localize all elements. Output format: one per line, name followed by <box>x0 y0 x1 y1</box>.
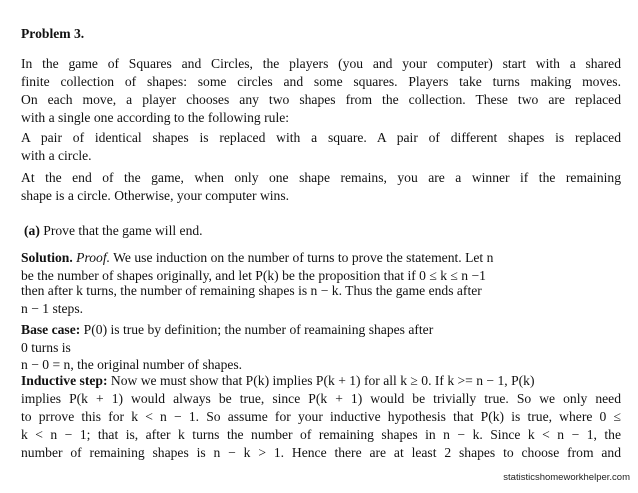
part-a <box>24 223 203 239</box>
inductive-line-2: implies P(k + 1) would always be true, since P(k + 1) would be trivially true. So we only need <box>21 391 621 406</box>
rule-line-1: A pair of identical shapes is replaced with a square. A pair of different shapes is replaced <box>21 130 621 145</box>
intro-line-1: In the game of Squares and Circles, the players (you and your computer) start with a shared <box>21 56 621 71</box>
base-case-line-2: 0 turns is <box>21 340 71 355</box>
end-line-2: shape is a circle. Otherwise, your computer wins. <box>21 188 290 203</box>
solution-line-3: then after k turns, the number of remaining shapes is n − k. Thus the game ends after <box>21 283 482 298</box>
inductive-label: Inductive step: <box>21 373 108 388</box>
solution-line-1 <box>21 250 493 266</box>
solution-line-2: be the number of shapes originally, and let P(k) be the proposition that if 0 ≤ k ≤ n −1 <box>21 268 486 283</box>
base-case-text-1: P(0) is true by definition; the number of reamaining shapes after <box>80 322 434 337</box>
base-case-label: Base case: <box>21 322 81 337</box>
part-a-text: Prove that the game will end. <box>39 223 203 238</box>
footer-site: statisticshomeworkhelper.com <box>503 472 630 483</box>
base-case-line-1 <box>21 322 433 338</box>
end-line-1: At the end of the game, when only one shape remains, you are a winner if the remaining <box>21 170 621 185</box>
inductive-line-4: k < n − 1; that is, after k turns the number of remaining shapes in n − k. Since k < n − 1, the <box>21 427 621 442</box>
problem-title: Problem 3. <box>21 26 85 41</box>
solution-line-4: n − 1 steps. <box>21 301 84 316</box>
base-case-line-3: n − 0 = n, the original number of shapes. <box>21 357 243 372</box>
rule-line-2: with a circle. <box>21 148 92 163</box>
inductive-line-3: to prrove this for k < n − 1. So assume for your inductive hypothesis that P(k) is true, where 0 ≤ <box>21 409 621 424</box>
solution-label: Solution. <box>21 250 73 265</box>
inductive-text-1: Now we must show that P(k) implies P(k + 1) for all k ≥ 0. If k >= n − 1, P(k) <box>107 373 535 388</box>
intro-line-4: with a single one according to the following rule: <box>21 110 290 125</box>
intro-line-3: On each move, a player chooses any two shapes from the collection. These two are replaced <box>21 92 621 107</box>
part-a-label: (a) <box>24 223 40 238</box>
proof-word: Proof. <box>76 250 111 265</box>
solution-text-1: We use induction on the number of turns to prove the statement. Let n <box>110 250 494 265</box>
inductive-line-5: number of remaining shapes is n − k > 1. Hence there are at least 2 shapes to choose from and <box>21 445 621 460</box>
intro-line-2: finite collection of shapes: some circles and some squares. Players take turns making moves. <box>21 74 621 89</box>
inductive-line-1 <box>21 373 535 389</box>
